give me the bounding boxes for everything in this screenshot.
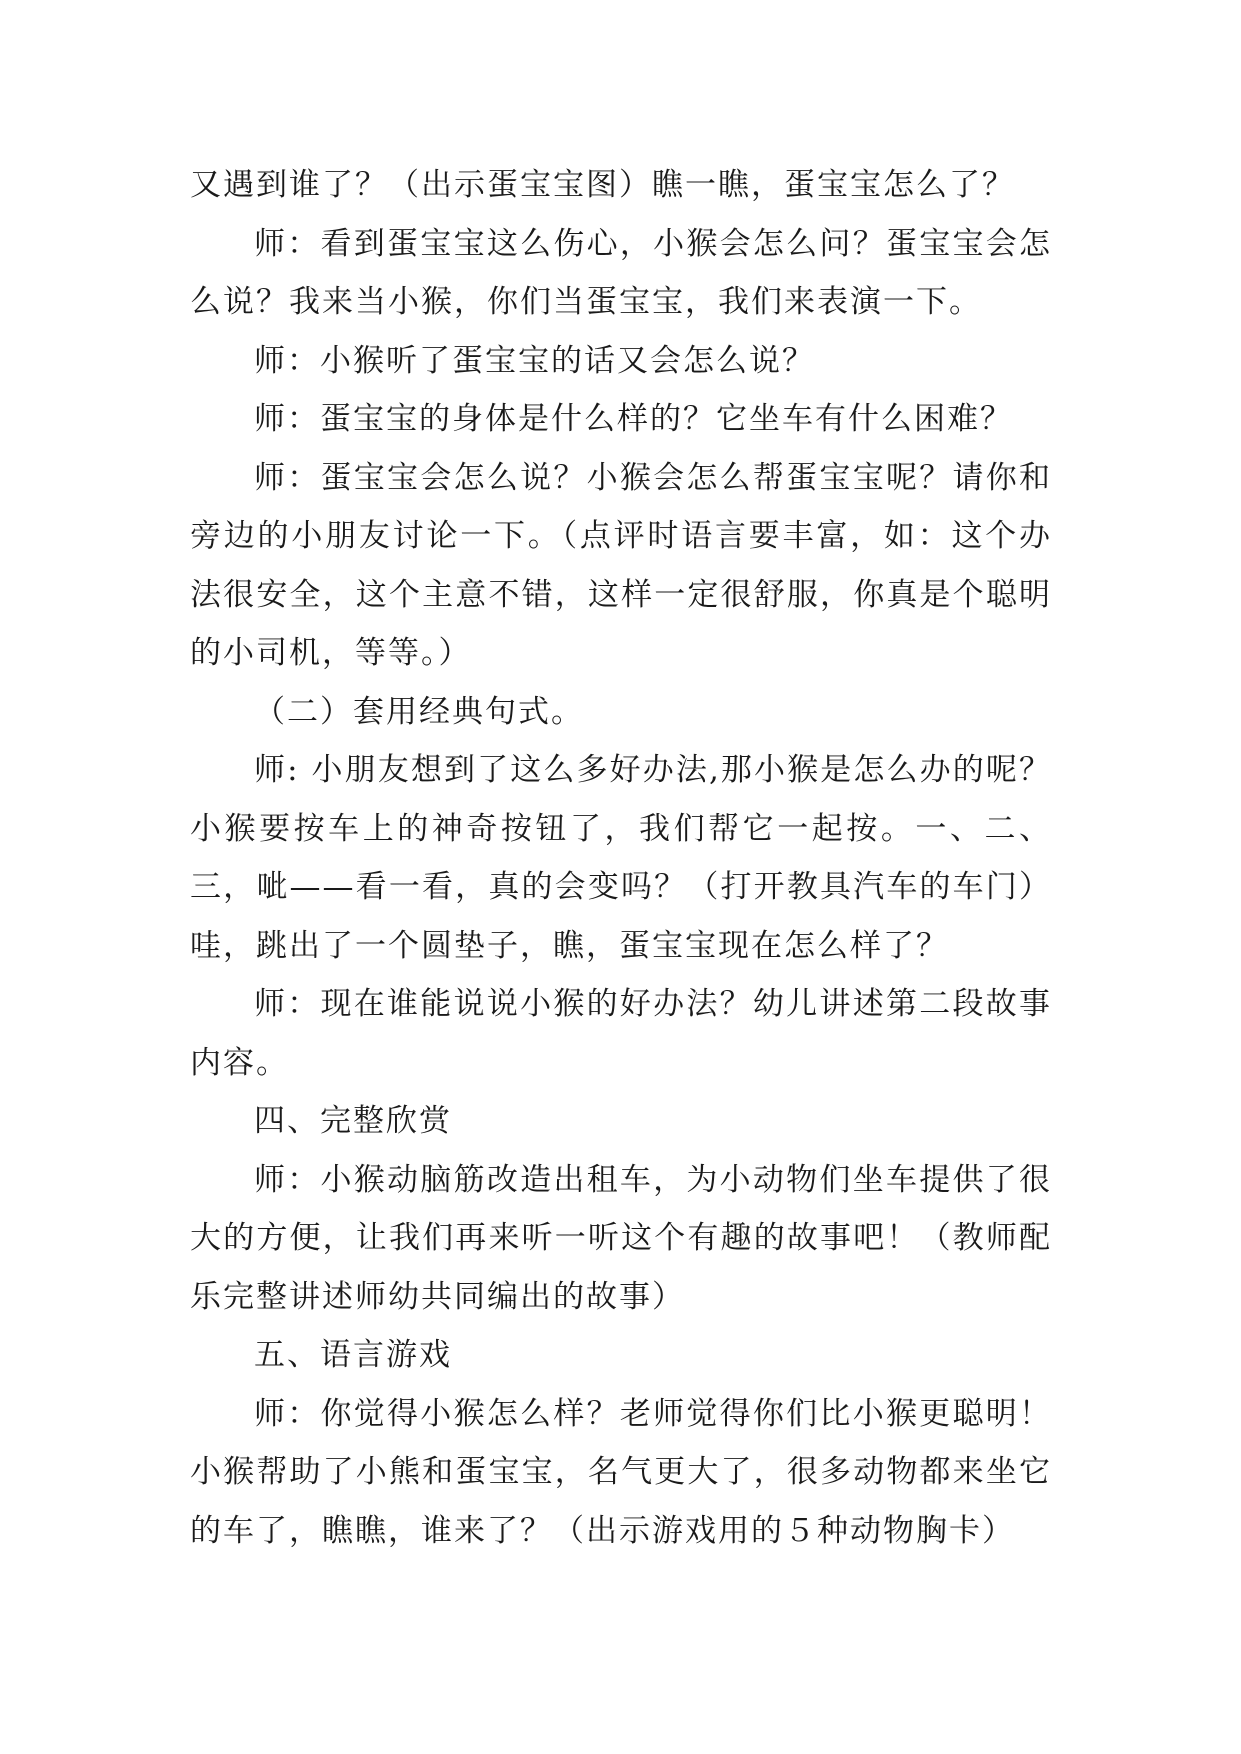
section-heading-sentence-pattern: （二）套用经典句式。 [254,693,584,730]
paragraph-teacher-game-intro: 师：你觉得小猴怎么样？老师觉得你们比小猴更聪明！小猴帮助了小熊和蛋宝宝，名气更大了，很多动物都来坐它的车了，瞧瞧，谁来了？（出示游戏用的５种动物胸卡） [190,1395,1052,1549]
paragraph-intro-question: 又遇到谁了？（出示蛋宝宝图）瞧一瞧，蛋宝宝怎么了？ [190,167,1015,203]
paragraph-teacher-egg-body: 师：蛋宝宝的身体是什么样的？它坐车有什么困难？ [254,401,1013,437]
paragraph-teacher-full-story: 师：小猴动脑筋改造出租车，为小动物们坐车提供了很大的方便，让我们再来听一听这个有趣的故事吧！（教师配乐完整讲述师幼共同编出的故事） [190,1161,1052,1315]
document-body [190,156,1052,1560]
paragraph-teacher-retell: 师：现在谁能说说小猴的好办法？幼儿讲述第二段故事内容。 [190,986,1052,1081]
paragraph-teacher-role-play: 师：看到蛋宝宝这么伤心，小猴会怎么问？蛋宝宝会怎么说？我来当小猴，你们当蛋宝宝，我们来表演一下。 [190,225,1052,320]
section-heading-full-appreciation: 四、完整欣赏 [254,1103,452,1139]
paragraph-teacher-magic-button: 师: 小朋友想到了这么多好办法,那小猴是怎么办的呢？小猴要按车上的神奇按钮了，我们帮它一起按。一、二、三，呲——看一看，真的会变吗？（打开教具汽车的车门）哇，跳出了一个圆垫子，瞧，蛋宝宝现在怎么样了？ [190,752,1052,964]
paragraph-teacher-monkey-reply: 师：小猴听了蛋宝宝的话又会怎么说？ [254,342,815,379]
paragraph-teacher-discussion: 师：蛋宝宝会怎么说？小猴会怎么帮蛋宝宝呢？请你和旁边的小朋友讨论一下。（点评时语言要丰富，如：这个办法很安全，这个主意不错，这样一定很舒服，你真是个聪明的小司机，等等。） [190,459,1052,671]
section-heading-language-game: 五、语言游戏 [254,1337,452,1373]
